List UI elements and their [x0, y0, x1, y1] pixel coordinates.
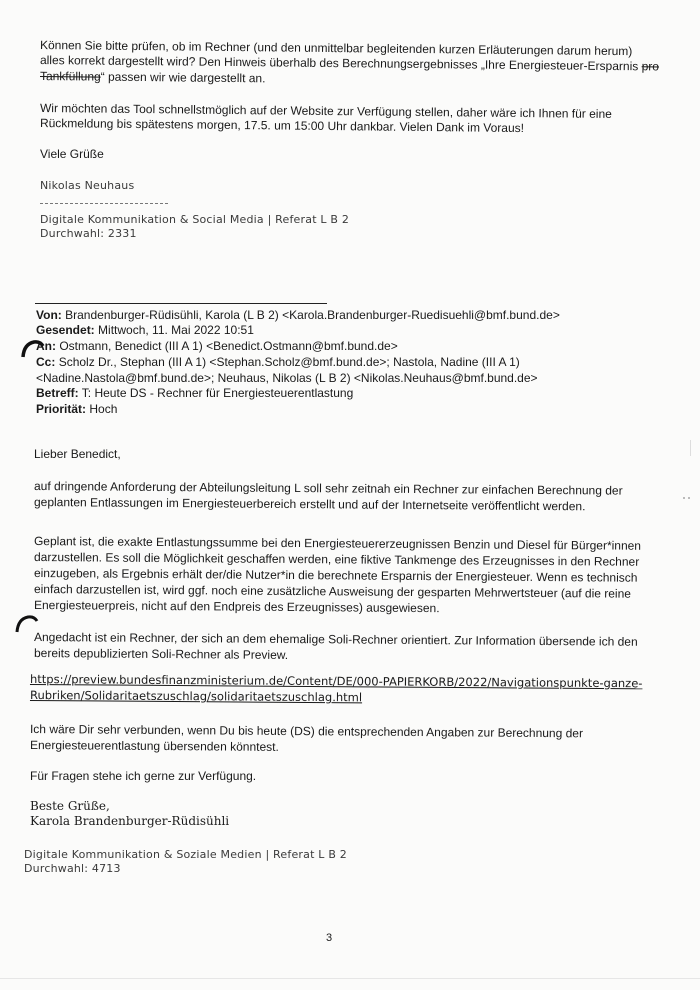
- struck-word-pro: pro: [641, 59, 660, 74]
- header-rule: [35, 303, 327, 304]
- scan-speck: [683, 497, 685, 499]
- body-p4-line-2: Energiesteuerentlastung übersenden könntest.: [29, 738, 279, 754]
- intro-line-5: Rückmeldung bis spätestens morgen, 17.5. um 15:00 Uhr dankbar. Vielen Dank im Voraus!: [39, 116, 525, 136]
- intro-greeting: Viele Grüße: [40, 147, 104, 161]
- header-subject: Betreff: T: Heute DS - Rechner für Energiesteuerentlastung: [36, 386, 354, 400]
- body-p2-line-2: darzustellen. Es soll die Möglichkeit geschaffen werden, eine fiktive Tankmenge des Erzeugnisses in den Rechner: [33, 550, 640, 569]
- header-cc: Cc: Scholz Dr., Stephan (III A 1) <Stephan.Scholz@bmf.bund.de>; Nastola, Nadine (III A 1): [36, 355, 520, 369]
- body-p2-line-5: Energiesteuerpreis, nicht auf den Endpreis des Erzeugnisses) ausgewiesen.: [33, 598, 440, 616]
- header-priority: Priorität: Hoch: [36, 402, 118, 416]
- intro-line-2: alles korrekt dargestellt wird? Den Hinweis überhalb des Berechnungsergebnisses „Ihre Energiesteuer-Ersparnis pro: [39, 53, 660, 74]
- body-p3-line-1: Angedacht ist ein Rechner, der sich an dem ehemalige Soli-Rechner orientiert. Zur Information übersende ich den: [33, 630, 638, 649]
- body-signer-dept: Digitale Kommunikation & Soziale Medien | Referat L B 2: [24, 848, 347, 861]
- body-p4-line-1: Ich wäre Dir sehr verbunden, wenn Du bis heute (DS) die entsprechenden Angaben zur Berechnung der: [29, 722, 584, 741]
- body-p1-line-1: auf dringende Anforderung der Abteilungsleitung L soll sehr zeitnah ein Rechner zur einfachen Berechnung der: [33, 479, 623, 498]
- preview-link-line-2[interactable]: Rubriken/Solidaritaetszuschlag/solidaritaetszuschlag.html: [29, 688, 363, 705]
- body-p2-line-1: Geplant ist, die exakte Entlastungssumme bei den Energiesteuererzeugnissen Benzin und Diesel für Bürger*innen: [33, 534, 642, 553]
- scan-edge: [0, 978, 700, 979]
- struck-word-tankfuellung: Tankfüllung: [39, 69, 101, 84]
- body-closing: Beste Grüße,: [30, 799, 110, 813]
- header-sent: Gesendet: Mittwoch, 11. Mai 2022 10:51: [36, 323, 254, 337]
- intro-line-4: Wir möchten das Tool schnellstmöglich auf der Website zur Verfügung stellen, daher wäre ich Ihnen für eine: [39, 101, 612, 121]
- body-p5: Für Fragen stehe ich gerne zur Verfügung.: [30, 769, 257, 783]
- header-to: An: Ostmann, Benedict (III A 1) <Benedict.Ostmann@bmf.bund.de>: [36, 339, 398, 353]
- scan-speck: [690, 440, 691, 456]
- header-cc-cont: <Nadine.Nastola@bmf.bund.de>; Neuhaus, Nikolas (L B 2) <Nikolas.Neuhaus@bmf.bund.de>: [36, 371, 538, 385]
- punch-mark-upper: [20, 338, 46, 360]
- signature-separator: [40, 203, 168, 204]
- body-p3-line-2: bereits depublizierten Soli-Rechner als Preview.: [33, 646, 289, 662]
- intro-signer-dept: Digitale Kommunikation & Social Media | Referat L B 2: [40, 213, 350, 226]
- intro-line-1: Können Sie bitte prüfen, ob im Rechner (und den unmittelbar begleitenden kurzen Erläuterungen darum herum): [39, 38, 633, 59]
- header-from: Von: Brandenburger-Rüdisühli, Karola (L B 2) <Karola.Brandenburger-Ruedisuehli@bmf.bund.de>: [36, 308, 560, 322]
- intro-signer-name: Nikolas Neuhaus: [40, 179, 135, 192]
- preview-link-line-1[interactable]: https://preview.bundesfinanzministerium.de/Content/DE/000-PAPIERKORB/2022/Navigationspunkte-ganze-: [29, 672, 643, 691]
- intro-line-3: Tankfüllung“ passen wir wie dargestellt an.: [39, 69, 266, 86]
- body-p1-line-2: geplanten Entlassungen im Energiesteuerbereich erstellt und auf der Internetseite veröffentlicht werden.: [33, 495, 586, 514]
- page-number: 3: [326, 932, 333, 944]
- body-signer-phone: Durchwahl: 4713: [24, 862, 121, 875]
- intro-signer-phone: Durchwahl: 2331: [40, 227, 137, 240]
- body-salutation: Lieber Benedict,: [34, 447, 121, 461]
- body-p2-line-3: einzugeben, als Ergebnis erhält der/die Nutzer*in die berechnete Ersparnis der Energiesteuer. Wenn es technisch: [33, 566, 638, 585]
- body-p2-line-4: einfach darzustellen ist, wird ggf. noch eine zusätzliche Ausweisung der gesparten Mehrwertsteuer (auf die reine: [33, 582, 632, 601]
- body-signer: Karola Brandenburger-Rüdisühli: [30, 814, 230, 828]
- scan-speck: [688, 497, 690, 499]
